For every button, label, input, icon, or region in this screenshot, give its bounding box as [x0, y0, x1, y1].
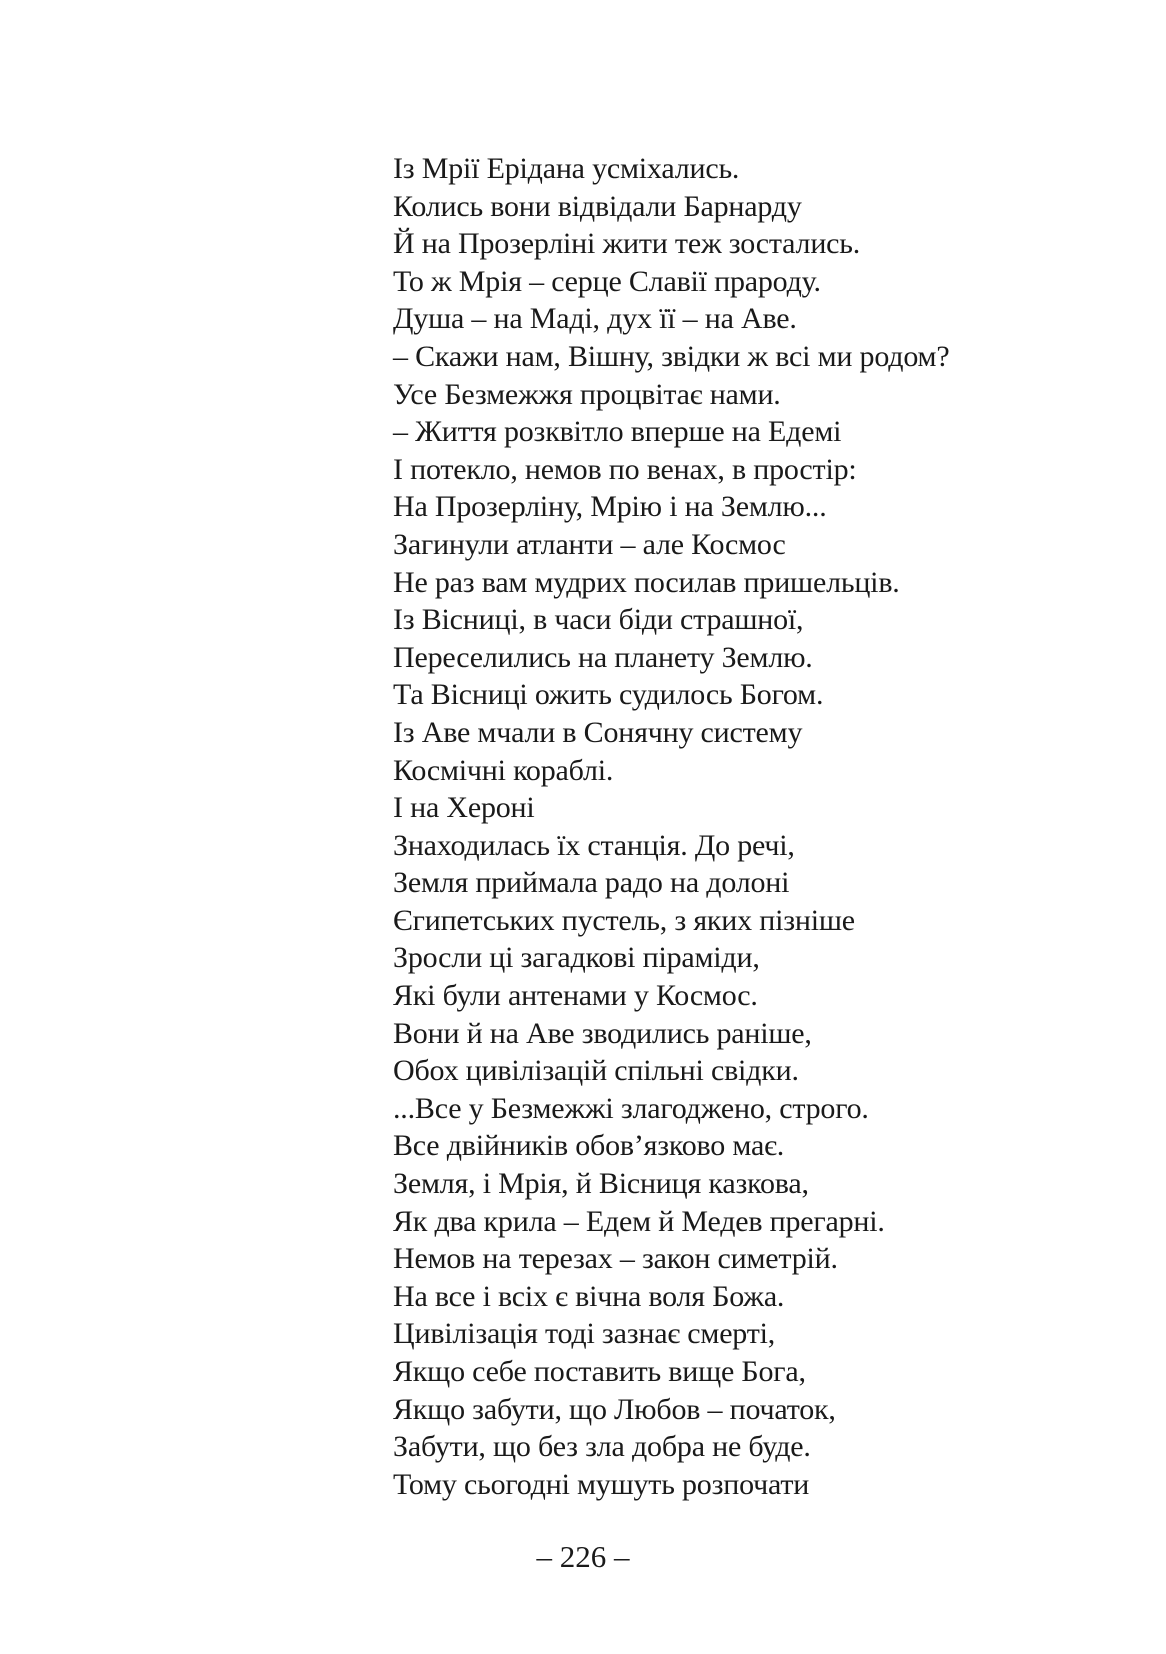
poem-line: То ж Мрія – серце Славії прароду.	[393, 264, 821, 298]
poem-line: – Скажи нам, Вішну, звідки ж всі ми родом?	[393, 339, 950, 373]
poem-line: Все двійників обов’язково має.	[393, 1129, 785, 1163]
poem-line: Усе Безмежжя процвітає нами.	[393, 377, 781, 411]
poem-text	[393, 150, 1093, 1503]
poem-line: Якщо забути, що Любов – початок,	[393, 1392, 836, 1426]
poem-line: Обох цивілізацій спільні свідки.	[393, 1054, 799, 1088]
poem-line: На Прозерліну, Мрію і на Землю...	[393, 490, 827, 524]
poem-line: І потекло, немов по венах, в простір:	[393, 452, 857, 486]
poem-line: Не раз вам мудрих посилав пришельців.	[393, 565, 900, 599]
poem-line: Загинули атланти – але Космос	[393, 527, 786, 561]
page-number: – 226 –	[536, 1539, 630, 1574]
poem-line: Земля, і Мрія, й Вісниця казкова,	[393, 1167, 809, 1201]
poem-line: Душа – на Маді, дух її – на Аве.	[393, 302, 797, 336]
poem-line: Та Вісниці ожить судилось Богом.	[393, 678, 824, 712]
poem-line: Знаходилась їх станція. До речі,	[393, 828, 795, 862]
poem-line: Цивілізація тоді зазнає смерті,	[393, 1317, 776, 1351]
poem-line: ...Все у Безмежжі злагоджено, строго.	[393, 1091, 869, 1125]
poem-line: Єгипетських пустель, з яких пізніше	[393, 903, 855, 937]
poem-line: Земля приймала радо на долоні	[393, 866, 790, 900]
poem-line: Які були антенами у Космос.	[393, 979, 758, 1013]
poem-line: Зросли ці загадкові піраміди,	[393, 941, 760, 975]
poem-line: Немов на терезах – закон симетрій.	[393, 1242, 838, 1276]
poem-line: Космічні кораблі.	[393, 753, 614, 787]
poem-line: Колись вони відвідали Барнарду	[393, 189, 802, 223]
poem-line: Вони й на Аве зводились раніше,	[393, 1016, 812, 1050]
poem-line: На все і всіх є вічна воля Божа.	[393, 1279, 785, 1313]
poem-line: Із Мрії Ерідана усміхались.	[393, 152, 740, 185]
poem-line: І на Хероні	[393, 791, 535, 825]
poem-line: Забути, що без зла добра не буде.	[393, 1430, 811, 1464]
poem-line: – Життя розквітло вперше на Едемі	[393, 415, 842, 449]
poem-line: Й на Прозерліні жити теж зостались.	[393, 227, 861, 261]
poem-line: Як два крила – Едем й Медев прегарні.	[393, 1204, 885, 1238]
poem-line: Тому сьогодні мушуть розпочати	[393, 1467, 810, 1501]
poem-line: Якщо себе поставить вище Бога,	[393, 1355, 806, 1388]
poem-line: Із Аве мчали в Сонячну систему	[393, 715, 803, 749]
poem-line: Із Вісниці, в часи біди страшної,	[393, 603, 804, 637]
poem-line: Переселились на планету Землю.	[393, 640, 813, 674]
